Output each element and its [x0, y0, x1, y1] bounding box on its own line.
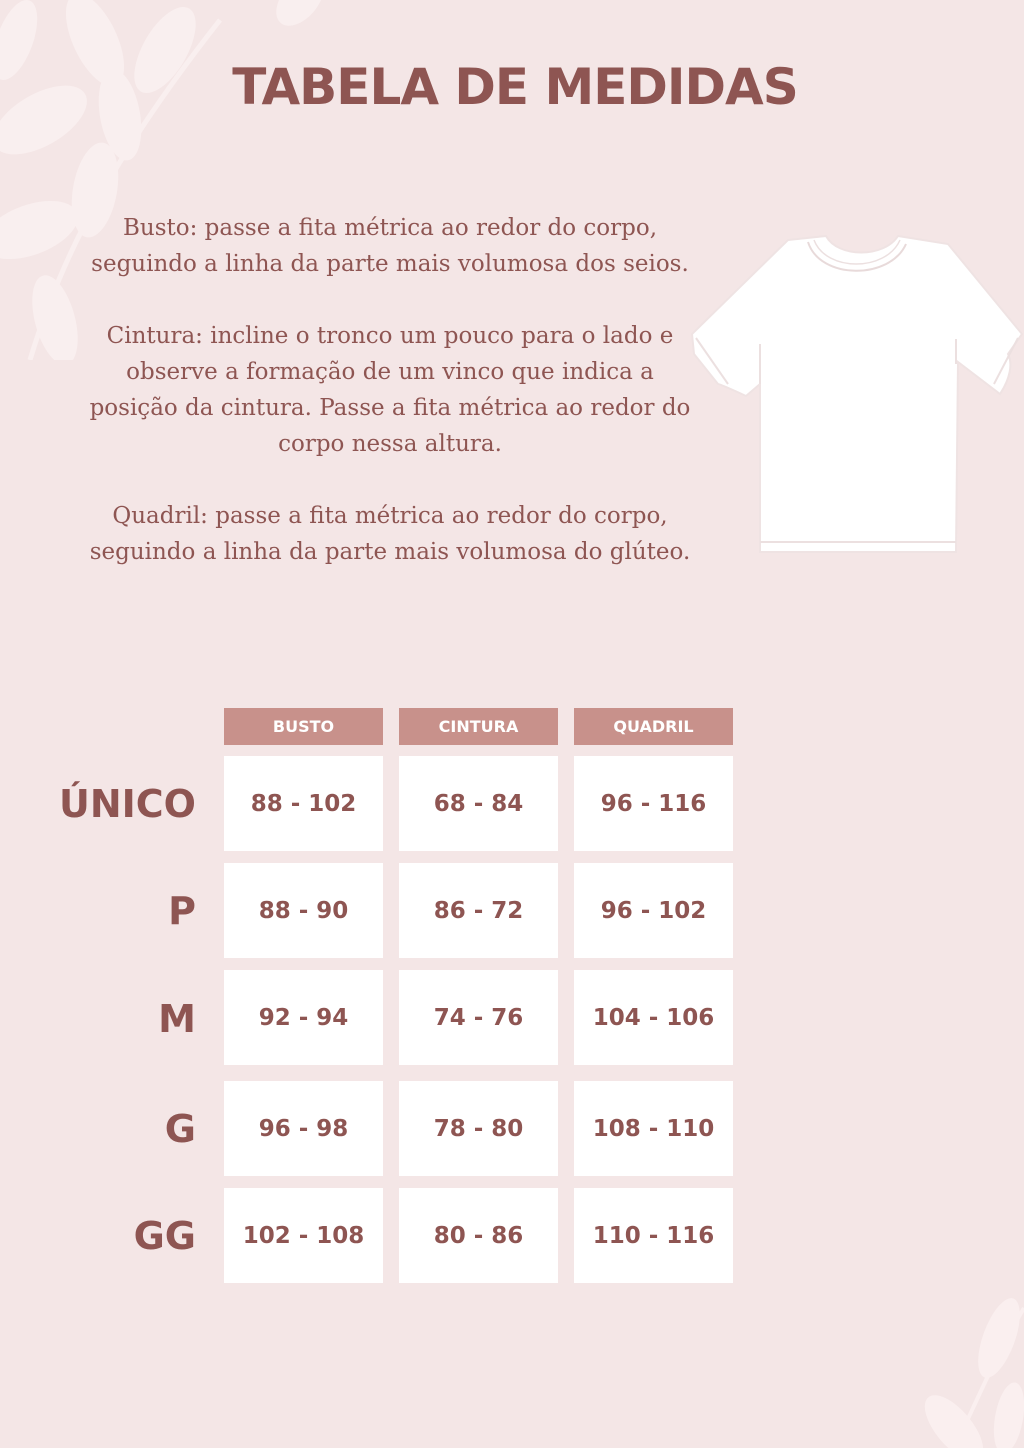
busto-instruction: Busto: passe a fita métrica ao redor do corpo, seguindo a linha da parte mais volumosa dos seios.: [91, 215, 689, 277]
page-title: TABELA DE MEDIDAS: [232, 58, 798, 116]
table-cell: 68 - 84: [399, 756, 558, 851]
size-label-g: G: [164, 1107, 196, 1151]
table-cell: 108 - 110: [574, 1081, 733, 1176]
table-cell: 102 - 108: [224, 1188, 383, 1283]
table-cell: 92 - 94: [224, 970, 383, 1065]
table-cell: 96 - 102: [574, 863, 733, 958]
leaf-decoration-icon: [914, 1288, 1024, 1448]
measurement-instructions: [80, 210, 700, 606]
size-label-gg: GG: [133, 1214, 196, 1258]
table-cell: 74 - 76: [399, 970, 558, 1065]
table-cell: 86 - 72: [399, 863, 558, 958]
table-cell: 96 - 116: [574, 756, 733, 851]
size-label-m: M: [158, 997, 196, 1041]
column-header-busto: BUSTO: [224, 708, 383, 745]
table-cell: 110 - 116: [574, 1188, 733, 1283]
table-cell: 80 - 86: [399, 1188, 558, 1283]
table-cell: 104 - 106: [574, 970, 733, 1065]
column-header-quadril: QUADRIL: [574, 708, 733, 745]
table-cell: 78 - 80: [399, 1081, 558, 1176]
size-label-unico: ÚNICO: [59, 782, 196, 826]
column-header-cintura: CINTURA: [399, 708, 558, 745]
tshirt-icon: [688, 234, 1024, 558]
size-label-p: P: [168, 889, 196, 933]
quadril-instruction: Quadril: passe a fita métrica ao redor do corpo, seguindo a linha da parte mais volumosa do glúteo.: [89, 503, 691, 565]
table-cell: 96 - 98: [224, 1081, 383, 1176]
table-cell: 88 - 102: [224, 756, 383, 851]
cintura-instruction: Cintura: incline o tronco um pouco para o lado e observe a formação de um vinco que indica a posição da cintura. Passe a fita métrica ao redor do corpo nessa altura.: [89, 323, 691, 457]
table-cell: 88 - 90: [224, 863, 383, 958]
